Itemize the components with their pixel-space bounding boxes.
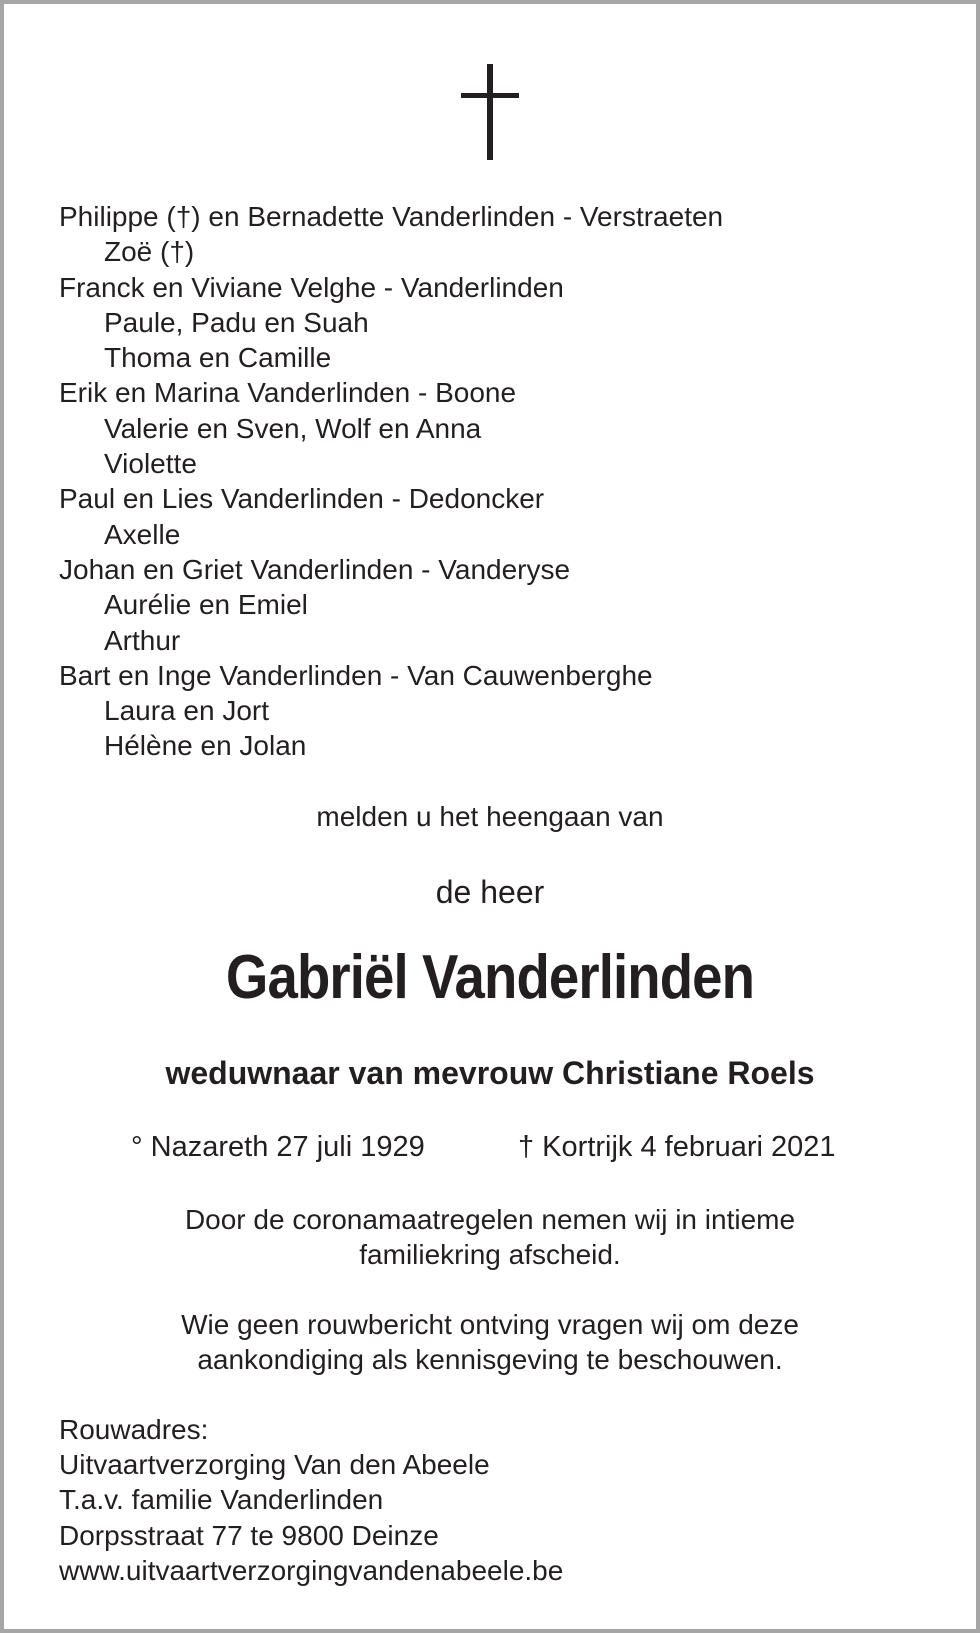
- birth-date: ° Nazareth 27 juli 1929: [131, 1131, 425, 1163]
- family-line-11: Aurélie en Emiel: [104, 589, 308, 621]
- announcement-intro: melden u het heengaan van: [316, 801, 664, 832]
- spouse-line: weduwnaar van mevrouw Christiane Roels: [165, 1055, 815, 1091]
- notification-notice-line-2: aankondiging als kennisgeving te beschouwen.: [197, 1344, 783, 1375]
- address-company: Uitvaartverzorging Van den Abeele: [59, 1449, 490, 1481]
- family-line-12: Arthur: [104, 624, 181, 656]
- notification-notice: [4, 1307, 976, 1377]
- family-line-7: Violette: [104, 448, 197, 480]
- family-line-15: Hélène en Jolan: [104, 730, 307, 762]
- family-line-5: Erik en Marina Vanderlinden - Boone: [59, 377, 517, 409]
- address-website: www.uitvaartverzorgingvandenabeele.be: [59, 1554, 564, 1586]
- funeral-notice-line-1: Door de coronamaatregelen nemen wij in intieme: [184, 1204, 796, 1235]
- family-line-3: Paule, Padu en Suah: [104, 306, 369, 338]
- family-line-14: Laura en Jort: [104, 695, 269, 727]
- family-line-9: Axelle: [104, 518, 181, 550]
- family-line-6: Valerie en Sven, Wolf en Anna: [104, 412, 482, 444]
- notification-notice-line-1: Wie geen rouwbericht ontving vragen wij om deze: [181, 1309, 799, 1340]
- funeral-notice: [4, 1202, 976, 1272]
- address-attention: T.a.v. familie Vanderlinden: [59, 1484, 384, 1516]
- funeral-notice-line-2: familiekring afscheid.: [359, 1239, 621, 1270]
- deceased-name: Gabriël Vanderlinden: [225, 943, 755, 1012]
- family-line-0: Philippe (†) en Bernadette Vanderlinden - Verstraeten: [59, 201, 724, 232]
- address-label: Rouwadres:: [59, 1414, 209, 1445]
- family-line-1: Zoë (†): [104, 236, 195, 268]
- family-line-13: Bart en Inge Vanderlinden - Van Cauwenberghe: [59, 659, 653, 691]
- family-line-2: Franck en Viviane Velghe - Vanderlinden: [59, 271, 564, 303]
- honorific-title: de heer: [435, 874, 545, 910]
- family-line-10: Johan en Griet Vanderlinden - Vanderyse: [59, 553, 571, 585]
- mourning-address: [59, 1412, 563, 1588]
- family-line-4: Thoma en Camille: [104, 342, 332, 374]
- family-line-8: Paul en Lies Vanderlinden - Dedoncker: [59, 483, 545, 515]
- family-list: [59, 199, 723, 764]
- death-date: † Kortrijk 4 februari 2021: [518, 1131, 836, 1163]
- address-street: Dorpsstraat 77 te 9800 Deinze: [59, 1519, 439, 1551]
- cross-icon: [461, 64, 519, 160]
